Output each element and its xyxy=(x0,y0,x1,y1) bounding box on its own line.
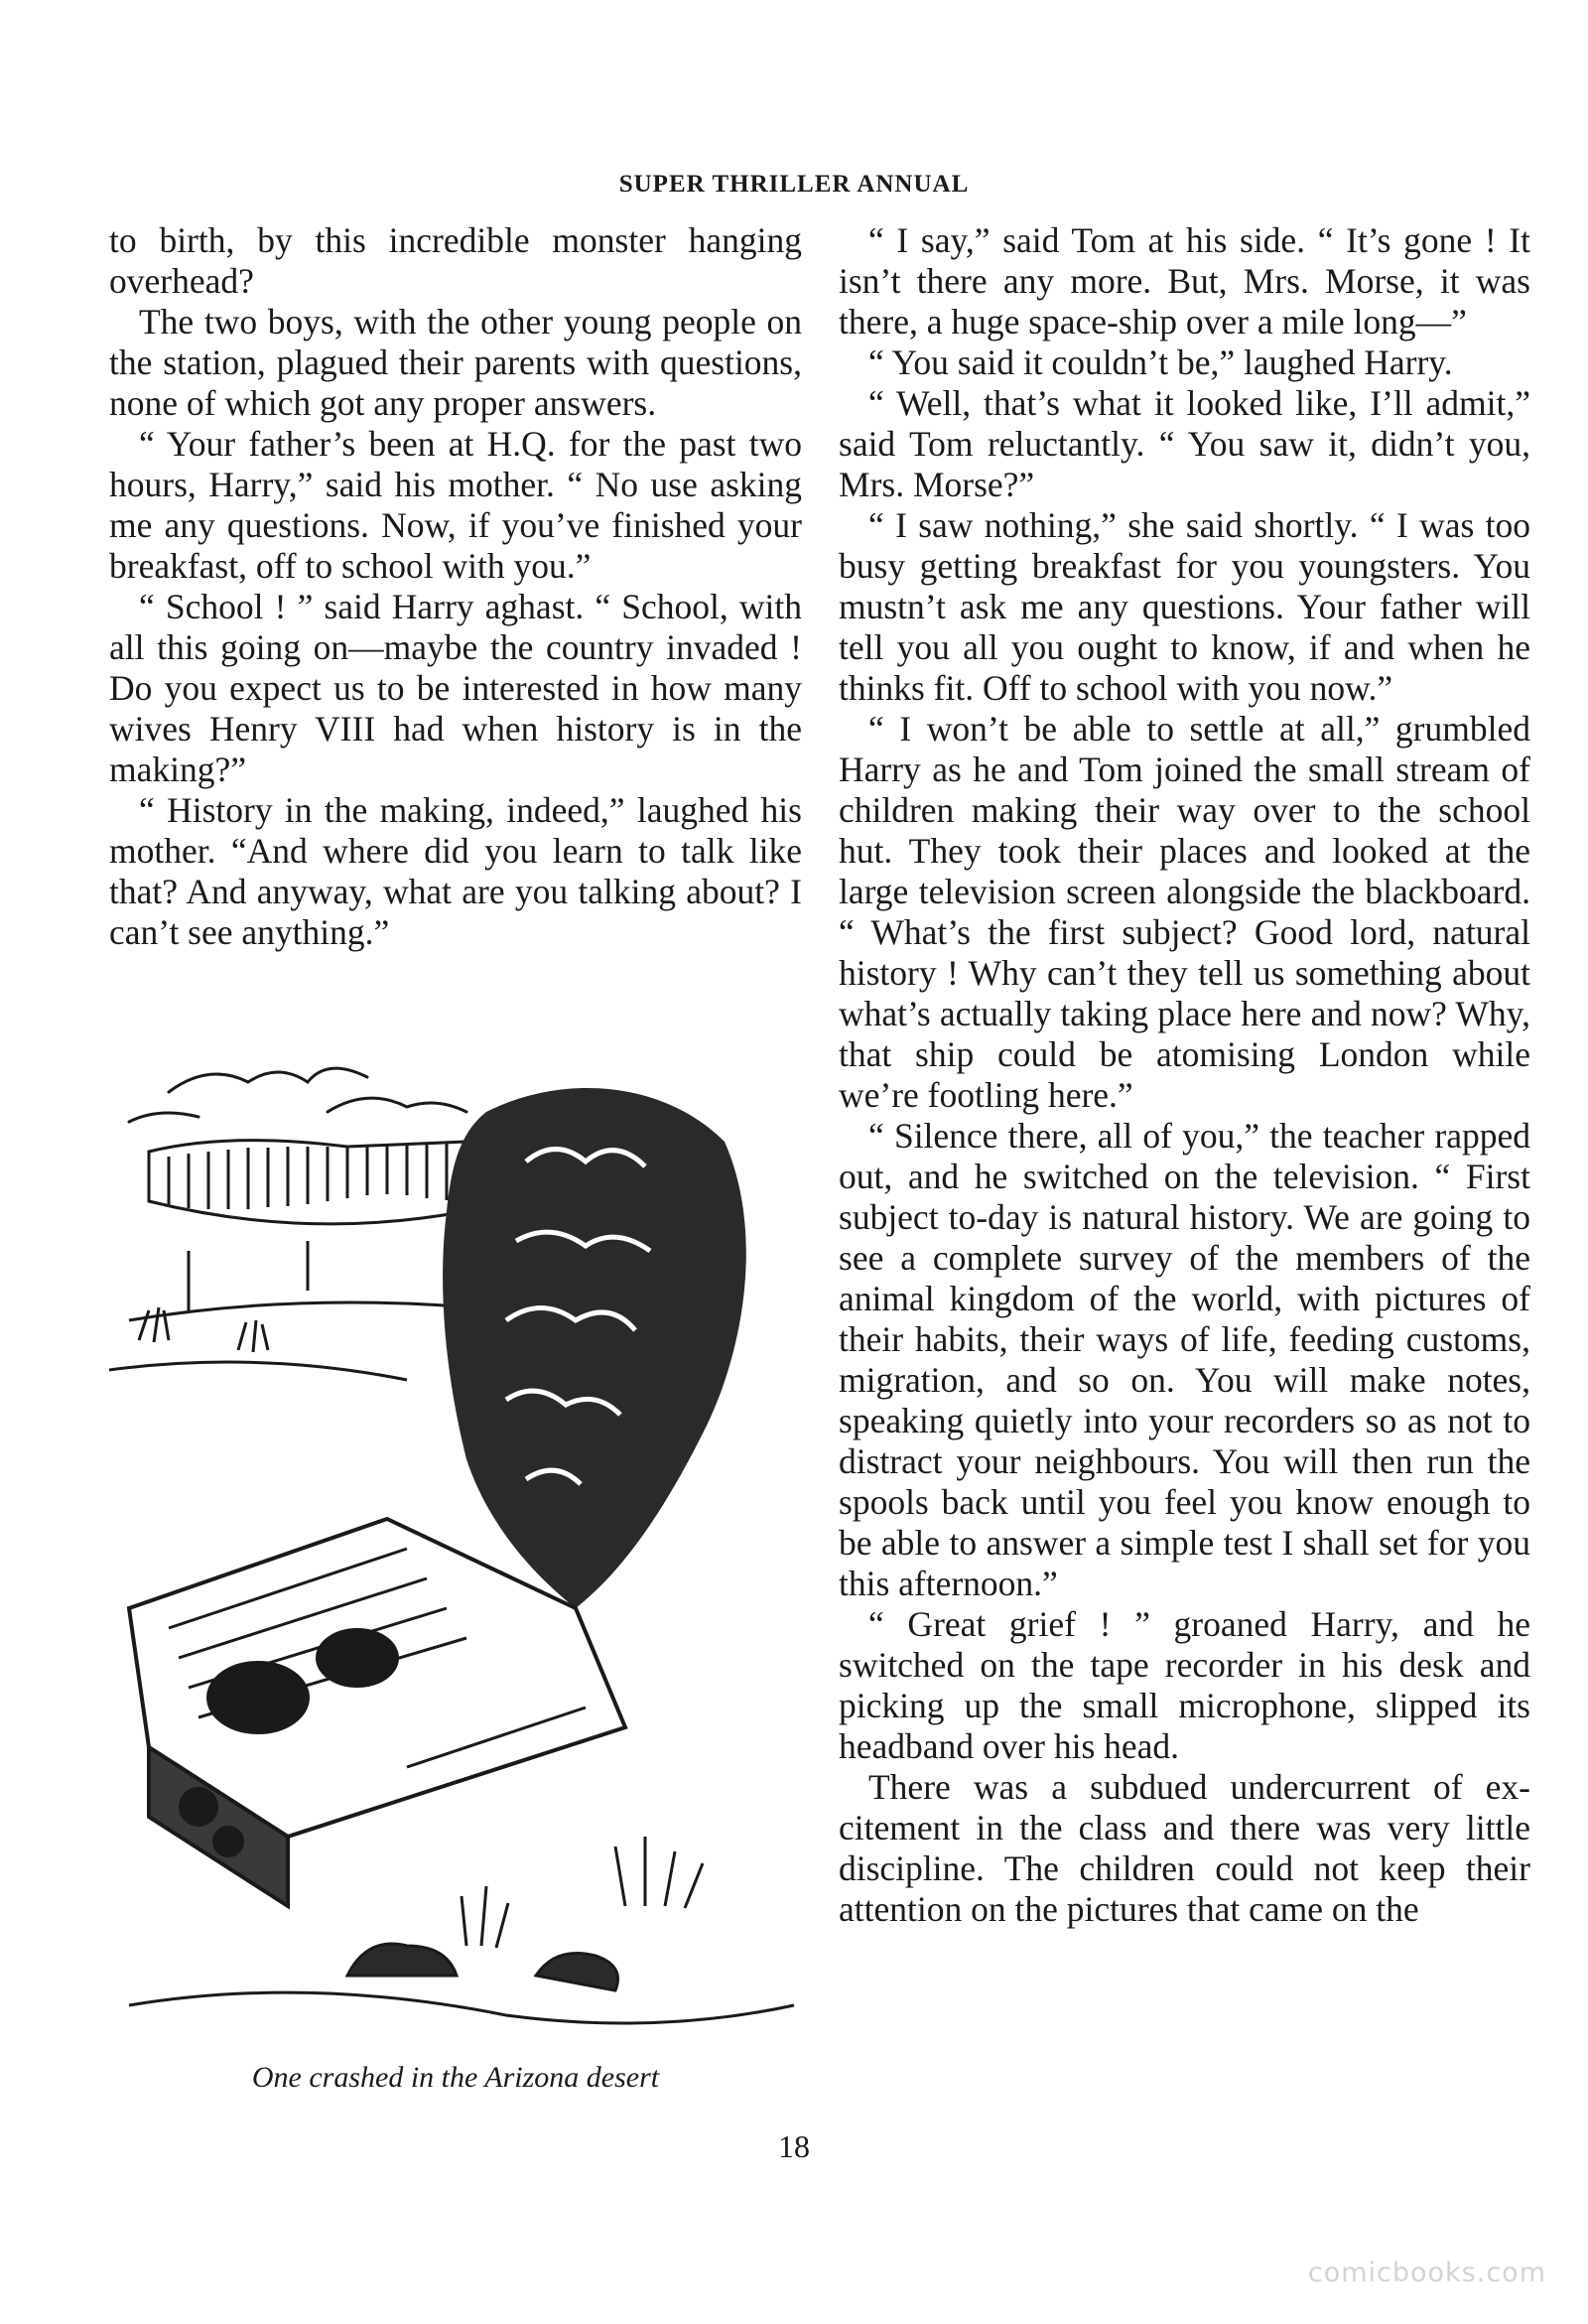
sky-clouds xyxy=(129,1068,466,1122)
paragraph: The two boys, with the other young people on the station, plagued their parents with questions, none of which got any proper answers. xyxy=(109,302,802,423)
smoke-plume xyxy=(443,1088,746,1608)
page-number: 18 xyxy=(778,2128,810,2164)
paragraph: “ I say,” said Tom at his side. “ It’s gone ! It isn’t there any more. But, Mrs. Morse, it was there, a huge space-ship over a mile long—” xyxy=(839,220,1530,342)
paragraph: There was a subdued undercurrent of excitement in the class and there was very little discipline. The children could not keep their attention on the pictures that came on the xyxy=(839,1767,1530,1929)
paragraph: “ History in the making, indeed,” laughed his mother. “And where did you learn to talk like that? And anyway, what are you talking about? I can’t see anything.” xyxy=(109,790,802,952)
left-text-column xyxy=(109,220,802,953)
crashed-spaceship-illustration xyxy=(109,1052,802,2035)
paragraph: “ Great grief ! ” groaned Harry, and he switched on the tape recorder in his desk and picking up the small microphone, slipped its headband over his head. xyxy=(839,1604,1530,1766)
paragraph: “ I won’t be able to settle at all,” grumbled Harry as he and Tom joined the small stream of children making their way over to the school hut. They took their places and looked at the large television screen alongside the blackboard. “ What’s the first subject? Good lord, natural history ! Why can’t they tell us something about what’s actually taking place here and now? Why, that ship could be atomising London while we’re footling here.” xyxy=(839,709,1530,1115)
watermark: comicbooks.com xyxy=(1307,2257,1546,2288)
illustration-caption: One crashed in the Arizona desert xyxy=(251,2061,660,2094)
mesa-cliffs xyxy=(149,1141,466,1224)
paragraph: “ Silence there, all of you,” the teacher rapped out, and he switched on the television. “ First subject to-day is natural history. We are going to see a complete survey of the members of the animal kingdom of the world, with pictures of their habits, their ways of life, feeding customs, migration, and so on. You will make notes, speaking quietly into your recorders so as not to distract your neighbours. You will then run the spools back until you feel you know enough to be able to answer a simple test I shall set for you this afternoon.” xyxy=(839,1116,1530,1603)
paragraph: “ I saw nothing,” she said shortly. “ I was too busy getting breakfast for you youngsters. You mustn’t ask me any questions. Your father will tell you all you ought to know, if and when he thinks fit. Off to school with you now.” xyxy=(839,505,1530,708)
paragraph: to birth, by this incredible monster hanging overhead? xyxy=(109,220,802,301)
paragraph: “ Your father’s been at H.Q. for the past two hours, Harry,” said his mother. “ No use asking me any questions. Now, if you’ve finished your breakfast, off to school with you.” xyxy=(109,424,802,586)
running-header: SUPER THRILLER ANNUAL xyxy=(618,171,970,198)
paragraph: “ Well, that’s what it looked like, I’ll admit,” said Tom reluctantly. “ You saw it, didn’t you, Mrs. Morse?” xyxy=(839,383,1530,504)
paragraph: “ School ! ” said Harry aghast. “ School, with all this going on—maybe the country invaded ! Do you expect us to be interested in how many wives Henry VIII had when history is in the making?” xyxy=(109,587,802,789)
paragraph: “ You said it couldn’t be,” laughed Harry. xyxy=(868,342,1453,382)
right-text-column xyxy=(839,220,1530,1930)
